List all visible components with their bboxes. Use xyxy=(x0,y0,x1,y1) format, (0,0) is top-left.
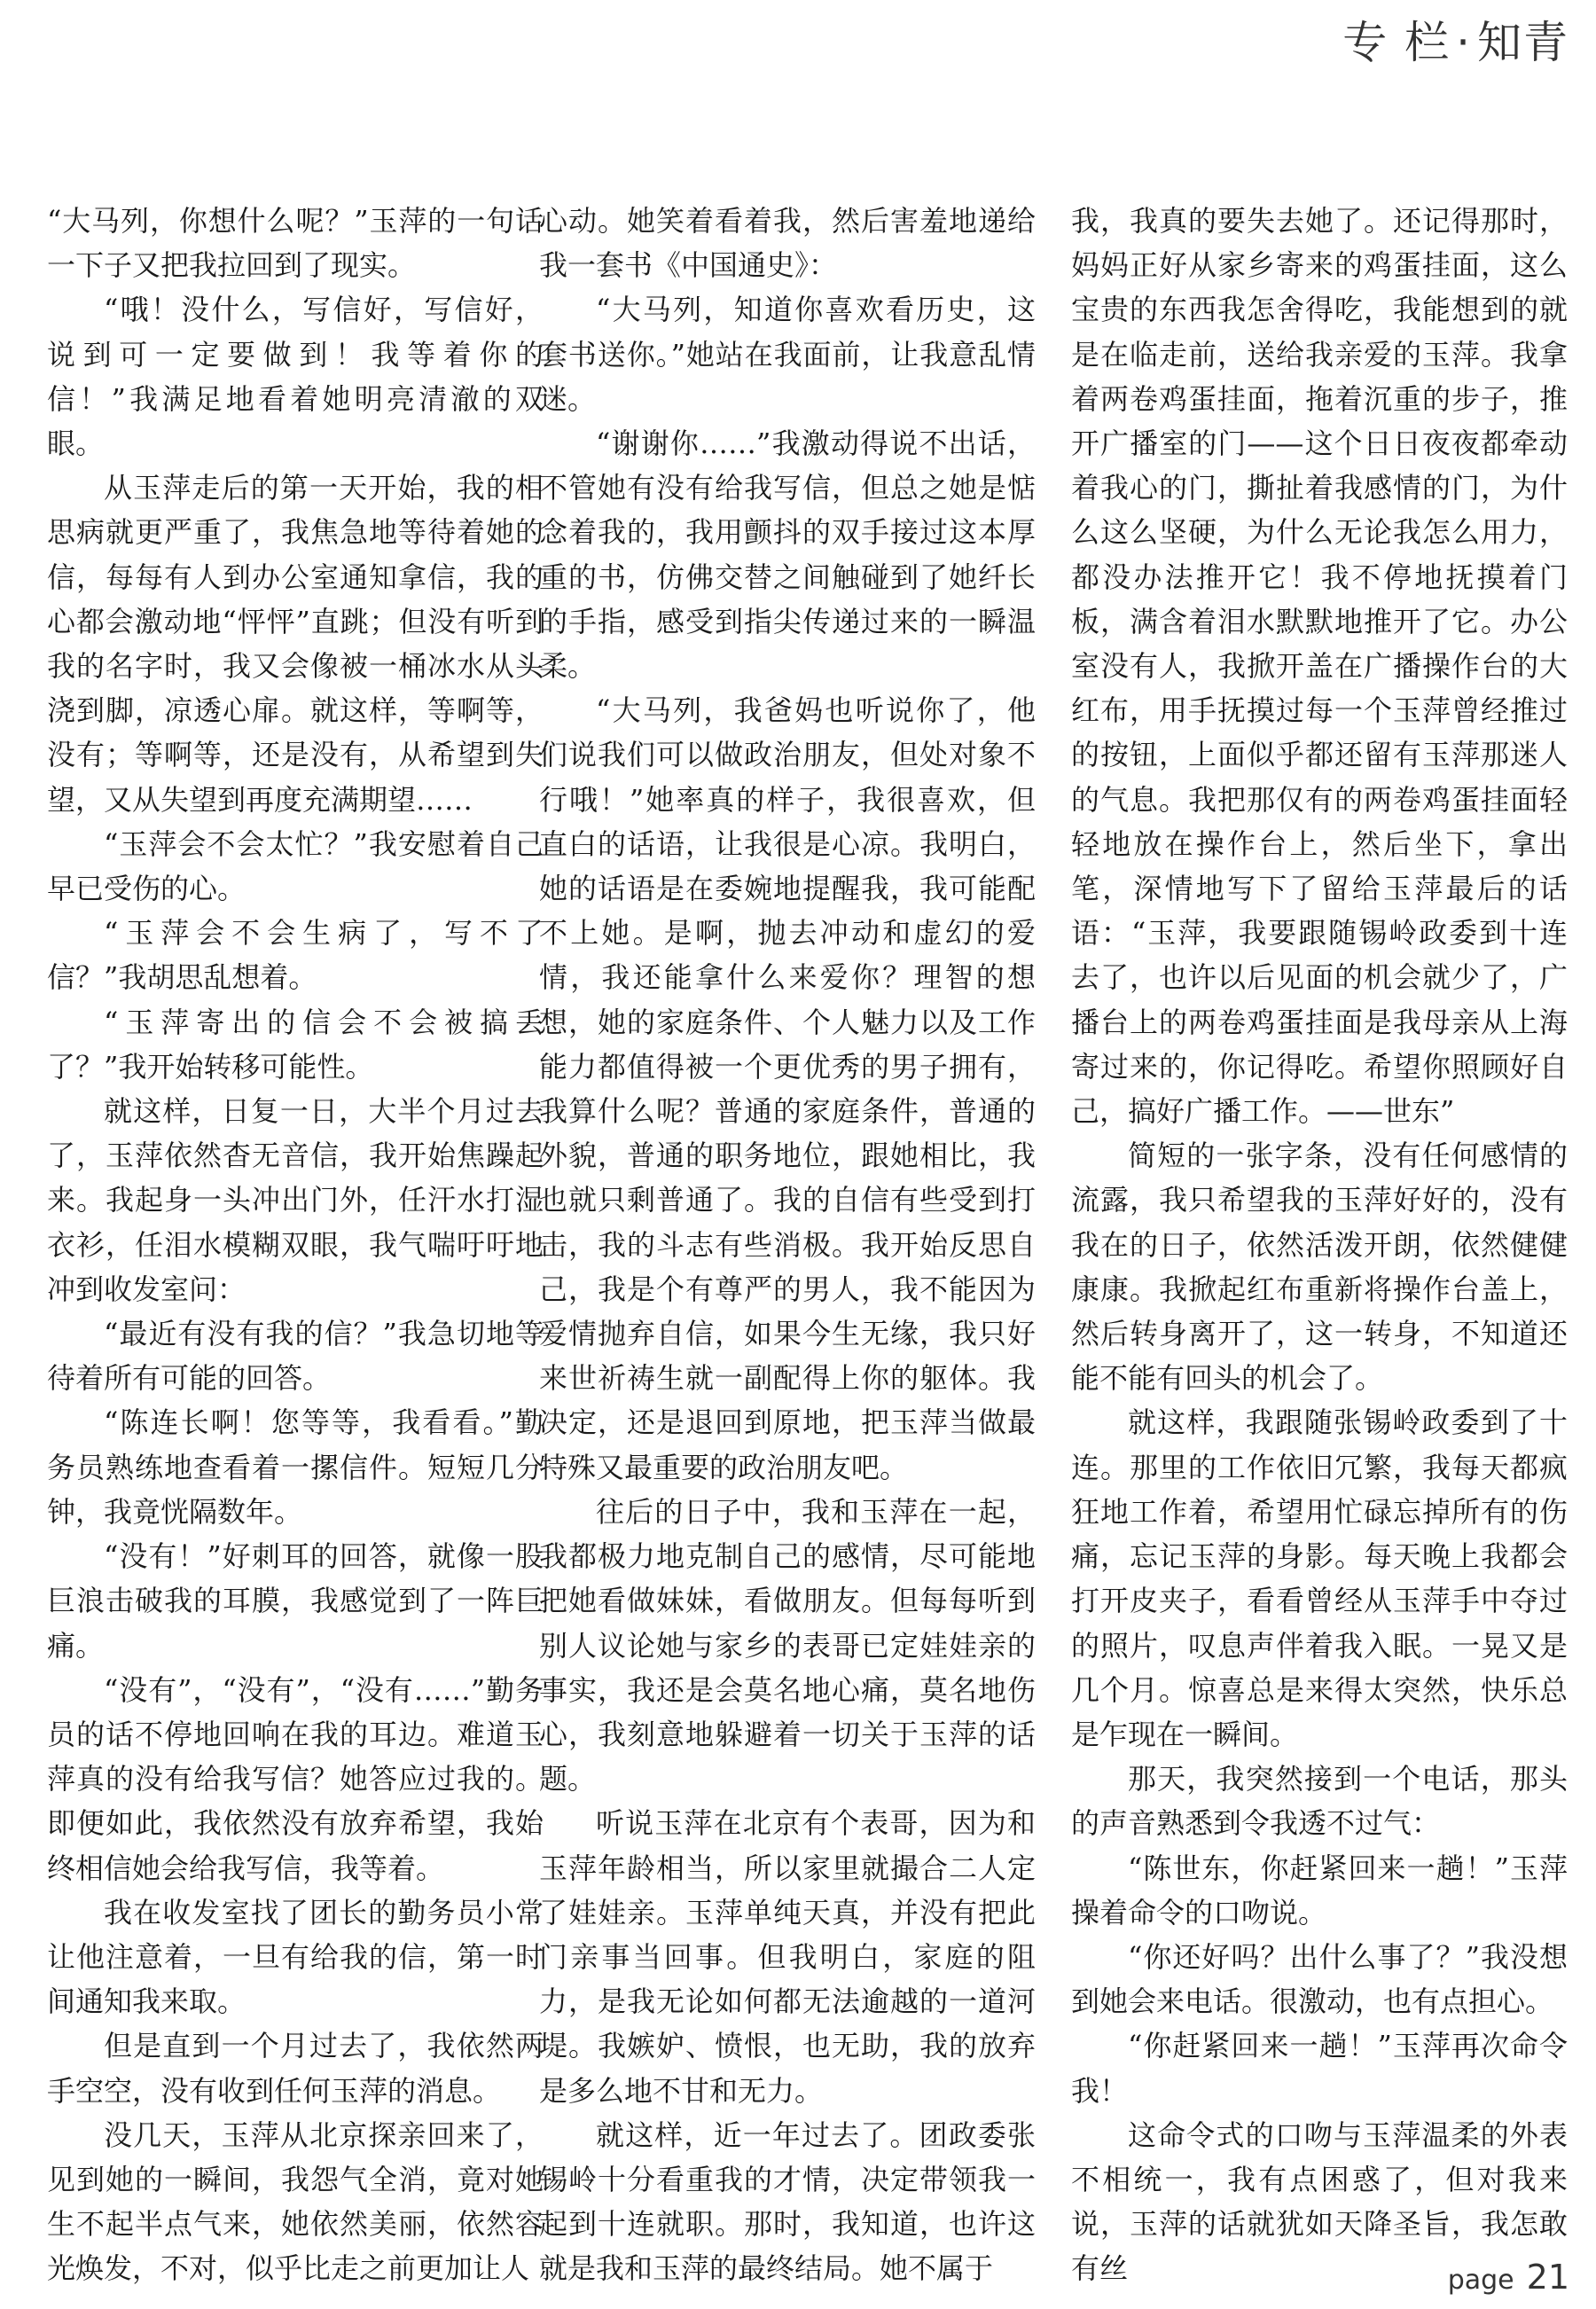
text-column-2 xyxy=(539,199,1036,2291)
paragraph: 听说玉萍在北京有个表哥，因为和玉萍年龄相当，所以家里就撮合二人定了娃娃亲。玉萍单纯天真，并没有把此门亲事当回事。但我明白，家庭的阻力，是我无论如何都无法逾越的一道河堤。我嫉妒、愤恨，也无助，我的放弃是多么地不甘和无力。 xyxy=(539,1806,1036,2108)
paragraph: “谢谢你……”我激动得说不出话，不管她有没有给我写信，但总之她是惦念着我的，我用颤抖的双手接过这本厚重的书，仿佛交替之间触碰到了她纤长的手指，感受到指尖传递过来的一瞬温柔。 xyxy=(539,427,1036,684)
paragraph: “陈连长啊！您等等，我看看。”勤务员熟练地查看着一摞信件。短短几分钟，我竟恍隔数年。 xyxy=(47,1405,544,1529)
page-header xyxy=(1342,7,1569,71)
paragraph: 这命令式的口吻与玉萍温柔的外表不相统一，我有点困惑了，但对我来说，玉萍的话就犹如天降圣旨，我怎敢有丝 xyxy=(1071,2117,1568,2286)
paragraph: 就这样，我跟随张锡岭政委到了十连。那里的工作依旧冗繁，我每天都疯狂地工作着，希望用忙碌忘掉所有的伤痛，忘记玉萍的身影。每天晚上我都会打开皮夹子，看看曾经从玉萍手中夺过的照片，叹息声伴着我入眠。一晃又是几个月。惊喜总是来得太突然，快乐总是乍现在一瞬间。 xyxy=(1071,1405,1568,1751)
paragraph: 我，我真的要失去她了。还记得那时，妈妈正好从家乡寄来的鸡蛋挂面，这么宝贵的东西我怎舍得吃，我能想到的就是在临走前，送给我亲爱的玉萍。我拿着两卷鸡蛋挂面，拖着沉重的步子，推开广播室的门——这个日日夜夜都牵动着我心的门，撕扯着我感情的门，为什么这么坚硬，为什么无论我怎么用力，都没办法推开它！我不停地抚摸着门板，满含着泪水默默地推开了它。办公室没有人，我掀开盖在广播操作台的大红布，用手抚摸过每一个玉萍曾经推过的按钮，上面似乎都还留有玉萍那迷人的气息。我把那仅有的两卷鸡蛋挂面轻轻地放在操作台上，然后坐下，拿出笔，深情地写下了留给玉萍最后的话语：“玉萍，我要跟随锡岭政委到十连去了，也许以后见面的机会就少了，广播台上的两卷鸡蛋挂面是我母亲从上海寄过来的，你记得吃。希望你照顾好自己，搞好广播工作。——世东” xyxy=(1071,204,1568,1129)
paragraph: “大马列，你想什么呢？”玉萍的一句话一下子又把我拉回到了现实。 xyxy=(47,204,544,283)
paragraph: “玉萍会不会太忙？”我安慰着自己早已受伤的心。 xyxy=(47,826,544,906)
paragraph: 我在收发室找了团长的勤务员小常让他注意着，一旦有给我的信，第一时间通知我来取。 xyxy=(47,1895,544,2019)
paragraph: 心动。她笑着看着我，然后害羞地递给我一套书《中国通史》： xyxy=(539,204,1036,283)
paragraph: 从玉萍走后的第一天开始，我的相思病就更严重了，我焦急地等待着她的信，每每有人到办公室通知拿信，我的心都会激动地“怦怦”直跳；但没有听到我的名字时，我又会像被一桶冰水从头浇到脚，凉透心扉。就这样，等啊等，没有；等啊等，还是没有，从希望到失望，又从失望到再度充满期望…… xyxy=(47,471,544,817)
header-separator: · xyxy=(1456,17,1472,68)
paragraph: “没有！”好刺耳的回答，就像一股巨浪击破我的耳膜，我感觉到了一阵巨痛。 xyxy=(47,1539,544,1663)
page-label: page xyxy=(1447,2265,1514,2296)
section-label: 专 栏 xyxy=(1342,17,1451,68)
paragraph: 但是直到一个月过去了，我依然两手空空，没有收到任何玉萍的消息。 xyxy=(47,2029,544,2108)
paragraph: 简短的一张字条，没有任何感情的流露，我只希望我的玉萍好好的，没有我在的日子，依然活泼开朗，依然健健康康。我掀起红布重新将操作台盖上，然后转身离开了，这一转身，不知道还能不能有回头的机会了。 xyxy=(1071,1139,1568,1396)
paragraph: 就这样，近一年过去了。团政委张锡岭十分看重我的才情，决定带领我一起到十连就职。那时，我知道，也许这就是我和玉萍的最终结局。她不属于 xyxy=(539,2117,1036,2286)
page-footer xyxy=(1448,2258,1569,2297)
paragraph: “你还好吗？出什么事了？”我没想到她会来电话。很激动，也有点担心。 xyxy=(1071,1939,1568,2019)
paragraph: 往后的日子中，我和玉萍在一起，我都极力地克制自己的感情，尽可能地把她看做妹妹，看做朋友。但每每听到别人议论她与家乡的表哥已定娃娃亲的事实，我还是会莫名地心痛，莫名地伤心，我刻意地躲避着一切关于玉萍的话题。 xyxy=(539,1494,1036,1796)
paragraph: “哦！没什么，写信好，写信好，说到可一定要做到！我等着你的信！”我满足地看着她明亮清澈的双眼。 xyxy=(47,293,544,461)
paragraph: 没几天，玉萍从北京探亲回来了，见到她的一瞬间，我怨气全消，竟对她生不起半点气来，她依然美丽，依然容光焕发，不对，似乎比走之前更加让人 xyxy=(47,2117,544,2286)
text-column-3 xyxy=(1071,199,1568,2291)
page-number: 21 xyxy=(1526,2258,1569,2297)
paragraph: “陈世东，你赶紧回来一趟！”玉萍操着命令的口吻说。 xyxy=(1071,1851,1568,1929)
paragraph: “玉萍寄出的信会不会被搞丢了？”我开始转移可能性。 xyxy=(47,1005,544,1084)
paragraph: 就这样，日复一日，大半个月过去了，玉萍依然杳无音信，我开始焦躁起来。我起身一头冲出门外，任汗水打湿衣衫，任泪水模糊双眼，我气喘吁吁地冲到收发室问： xyxy=(47,1094,544,1306)
paragraph: “你赶紧回来一趟！”玉萍再次命令我！ xyxy=(1071,2029,1568,2108)
paragraph: “最近有没有我的信？”我急切地等待着所有可能的回答。 xyxy=(47,1317,544,1396)
topic-label: 知青 xyxy=(1477,17,1569,68)
paragraph: “大马列，知道你喜欢看历史，这套书送你。”她站在我面前，让我意乱情迷。 xyxy=(539,293,1036,416)
paragraph: 那天，我突然接到一个电话，那头的声音熟悉到令我透不过气： xyxy=(1071,1762,1568,1841)
paragraph: “没有”，“没有”，“没有……”勤务员的话不停地回响在我的耳边。难道玉萍真的没有给我写信？她答应过我的。即便如此，我依然没有放弃希望，我始终相信她会给我写信，我等着。 xyxy=(47,1672,544,1885)
text-column-1 xyxy=(47,199,544,2291)
paragraph: “玉萍会不会生病了，写不了信？”我胡思乱想着。 xyxy=(47,916,544,995)
paragraph: “大马列，我爸妈也听说你了，他们说我们可以做政治朋友，但处对象不行哦！”她率真的样子，我很喜欢，但直白的话语，让我很是心凉。我明白，她的话语是在委婉地提醒我，我可能配不上她。是啊，抛去冲动和虚幻的爱情，我还能拿什么来爱你？理智的想想，她的家庭条件、个人魅力以及工作能力都值得被一个更优秀的男子拥有，我算什么呢？普通的家庭条件，普通的外貌，普通的职务地位，跟她相比，我也就只剩普通了。我的自信有些受到打击，我的斗志有些消极。我开始反思自己，我是个有尊严的男人，我不能因为爱情抛弃自信，如果今生无缘，我只好来世祈祷生就一副配得上你的躯体。我决定，还是退回到原地，把玉萍当做最特殊又最重要的政治朋友吧。 xyxy=(539,693,1036,1484)
